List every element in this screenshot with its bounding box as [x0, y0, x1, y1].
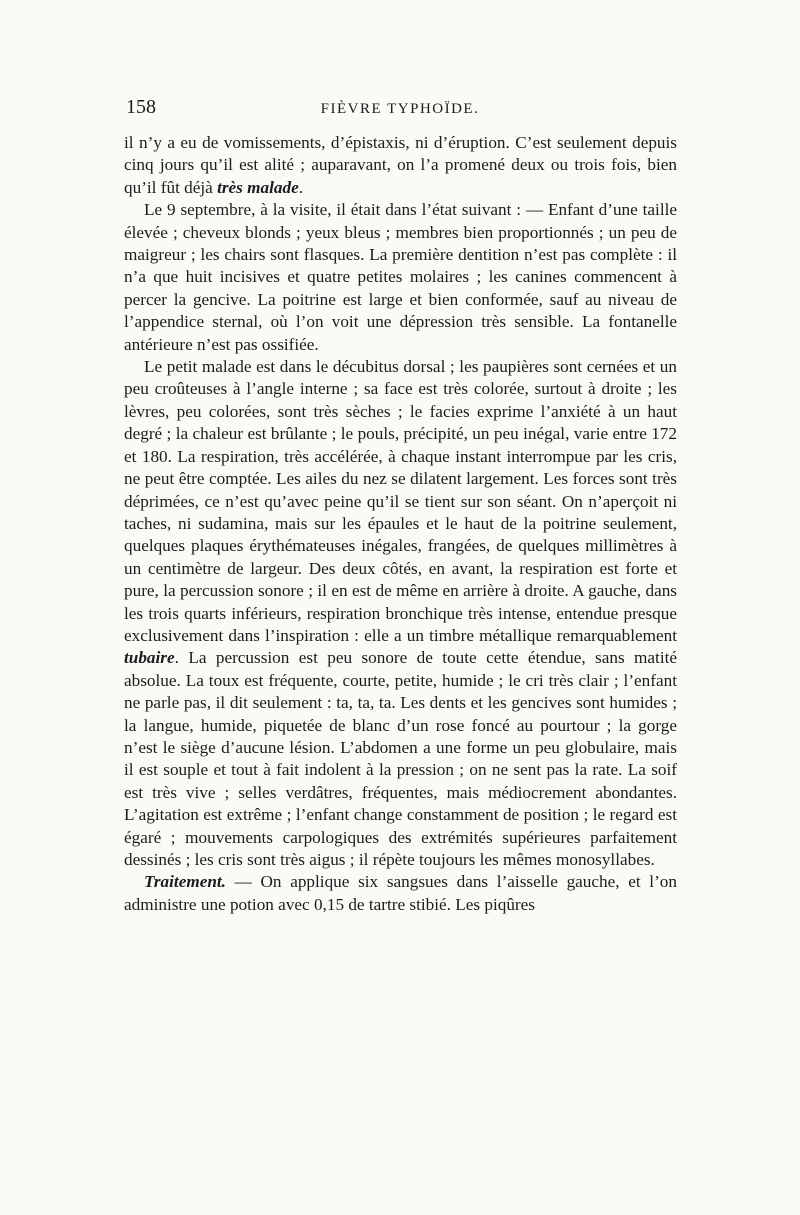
- page-number: 158: [126, 96, 156, 118]
- paragraph-text: . La percussion est peu sonore de toute cette étendue, sans matité absolue. La toux est fréquente, courte, petite, humide ; le cri très clair ; l’enfant ne parle pas, il dit seulement : ta, ta, ta. Les dents et les gencives sont humides ; la langue, humide, piquetée de blanc d’un rose foncé au pourtour ; la gorge n’est le siège d’aucune lésion. L’abdomen a une forme un peu globulaire, mais il est souple et tout à fait indolent à la pression ; on ne sent pas la rate. La soif est très vive ; selles verdâtres, fréquentes, mais médiocrement abondantes. L’agitation est extrême ; l’enfant change constamment de position ; le regard est égaré ; mouvements carpologiques des extrémités supérieures parfaitement dessinés ; les cris sont très aigus ; il répète toujours les mêmes monosyllabes.: [124, 648, 677, 869]
- emphasis-text: tubaire: [124, 648, 175, 668]
- paragraph-treatment: [124, 871, 677, 916]
- paragraph-1: [124, 132, 677, 199]
- paragraph-text: il n’y a eu de vomissements, d’épistaxis, ni d’éruption. C’est seulement depuis cinq jours qu’il est alité ; auparavant, on l’a promené deux ou trois fois, bien qu’il fût déjà: [124, 133, 677, 197]
- body-text: [124, 132, 677, 916]
- emphasis-text: très malade: [217, 177, 299, 197]
- paragraph-text: .: [298, 177, 304, 197]
- treatment-heading: Traitement.: [144, 872, 226, 892]
- paragraph-2: [124, 199, 677, 356]
- paragraph-text: Le 9 septembre, à la visite, il était dans l’état suivant : — Enfant d’une taille élevée ; cheveux blonds ; yeux bleus ; membres bien proportionnés ; un peu de maigreur ; les chairs sont flasques. La première dentition n’est pas complète : il n’a que huit incisives et quatre petites molaires ; les canines commencent à percer la gencive. La poitrine est large et bien conformée, sauf au niveau de l’appendice sternal, où l’on voit une dépression très sensible. La fontanelle antérieure n’est pas ossifiée.: [124, 200, 677, 354]
- paragraph-3: [124, 356, 677, 871]
- paragraph-text: Le petit malade est dans le décubitus dorsal ; les paupières sont cernées et un peu croûteuses à l’angle interne ; sa face est très colorée, surtout à droite ; les lèvres, peu colorées, sont très sèches ; le facies exprime l’anxiété à un haut degré ; la chaleur est brûlante ; le pouls, précipité, un peu inégal, varie entre 172 et 180. La respiration, très accélérée, à chaque instant interrompue par les cris, ne peut être comptée. Les ailes du nez se dilatent largement. Les forces sont très déprimées, ce n’est qu’avec peine qu’il se tient sur son séant. On n’aperçoit ni taches, ni sudamina, mais sur les épaules et le haut de la poitrine seulement, quelques plaques érythémateuses inégales, frangées, de quelques millimètres à un centimètre de largeur. Des deux côtés, en avant, la respiration est forte et pure, la percussion sonore ; il en est de même en arrière à droite. A gauche, dans les trois quarts inférieurs, respiration bronchique très intense, entendue presque exclusivement dans l’inspiration : elle a un timbre métallique remarquablement: [124, 357, 677, 645]
- paragraph-text: — On applique six sangsues dans l’aisselle gauche, et l’on administre une potion avec 0,15 de tartre stibié. Les piqûres: [124, 872, 677, 914]
- running-title: FIÈVRE TYPHOÏDE.: [320, 101, 480, 117]
